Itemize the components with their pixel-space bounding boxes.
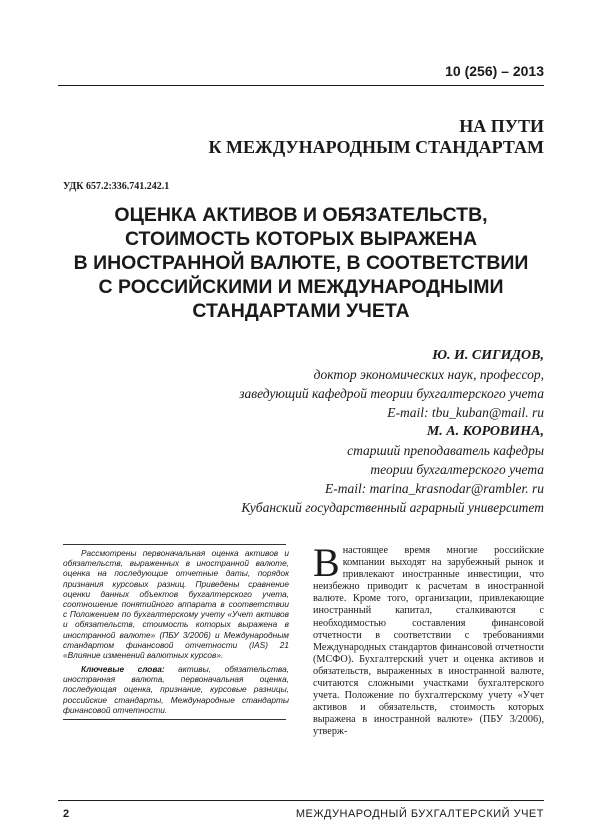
article-title: [58, 203, 544, 323]
author-2-position-2: теории бухгалтерского учета: [370, 462, 544, 477]
abstract-top-rule: [63, 544, 286, 545]
section-line-1: НА ПУТИ: [459, 116, 544, 136]
footer-rule: [58, 800, 544, 801]
author-1-name: Ю. И. СИГИДОВ,: [432, 348, 544, 363]
title-line: СТОИМОСТЬ КОТОРЫХ ВЫРАЖЕНА: [124, 228, 478, 250]
author-1-position-2: заведующий кафедрой теории бухгалтерского учета: [239, 386, 544, 401]
title-line: В ИНОСТРАННОЙ ВАЛЮТЕ, В СООТВЕТСТВИИ: [73, 252, 529, 274]
author-1-position: доктор экономических наук, профессор,: [313, 367, 544, 382]
author-2-position: старший преподаватель кафедры: [347, 443, 544, 458]
university: Кубанский государственный аграрный университет: [241, 500, 544, 515]
abstract-text: Рассмотрены первоначальная оценка активов и обязательств, выраженных в иностранной валюте, оценка на последующие отчетные даты, порядок признания курсовых разниц. Приведены сравнение оценки данных объектов бухгалтерского учета, соотношение понятийного аппарата в соответствии с Положением по бухгалтерскому учету «Учет активов и обязательств, стоимость которых выражена в иностранной валюте» (ПБУ 3/2006) и Международным стандартом финансовой отчетности (IAS) 21 «Влияние изменений валютных курсов».: [63, 548, 289, 661]
drop-cap: В: [313, 540, 340, 585]
authors-block: [110, 346, 544, 517]
section-heading: [144, 116, 544, 158]
title-line: С РОССИЙСКИМИ И МЕЖДУНАРОДНЫМИ: [98, 276, 504, 298]
section-line-2: К МЕЖДУНАРОДНЫМ СТАНДАРТАМ: [208, 137, 544, 157]
header-rule: [58, 85, 544, 86]
title-line: СТАНДАРТАМИ УЧЕТА: [192, 300, 410, 322]
keywords: [63, 664, 289, 715]
author-1-email: E-mail: tbu_kuban@mail. ru: [387, 405, 544, 420]
udk-code: УДК 657.2:336.741.242.1: [63, 181, 170, 192]
title-line: ОЦЕНКА АКТИВОВ И ОБЯЗАТЕЛЬСТВ,: [114, 204, 488, 226]
keywords-text: активы, обязательства, иностранная валюта, первоначальная оценка, последующая оценка, признание, курсовые разницы, российские стандарты, Международные стандарты финансовой отчетности.: [63, 664, 289, 715]
article-body: [313, 540, 544, 739]
author-2-email: E-mail: marina_krasnodar@rambler. ru: [324, 481, 544, 496]
author-2-name: М. А. КОРОВИНА,: [426, 424, 544, 439]
issue-number: 10 (256) – 2013: [445, 63, 544, 79]
keywords-label: Ключевые слова:: [81, 664, 165, 674]
body-paragraph: настоящее время многие российские компании выходят на зарубежный рынок и привлекают иностранные инвестиции, что неизбежно приводит к расчетам в иностранной валюте. Кроме того, организации, привлекающие иностранный капитал, сталкиваются с необходимостью составления финансовой отчетности в соответствии с требованиями Международных стандартов финансовой отчетности (МСФО). Бухгалтерский учет и оценка активов и обязательств, выраженных в иностранной валюте, считаются сложными участками бухгалтерского учета. Положение по бухгалтерскому учету «Учет активов и обязательств, стоимость которых выражена в иностранной валюте» (ПБУ 3/2006), утверж-: [313, 545, 544, 738]
journal-name: МЕЖДУНАРОДНЫЙ БУХГАЛТЕРСКИЙ УЧЕТ: [295, 808, 544, 820]
abstract-bottom-rule: [63, 719, 286, 720]
page-number: 2: [63, 808, 70, 820]
